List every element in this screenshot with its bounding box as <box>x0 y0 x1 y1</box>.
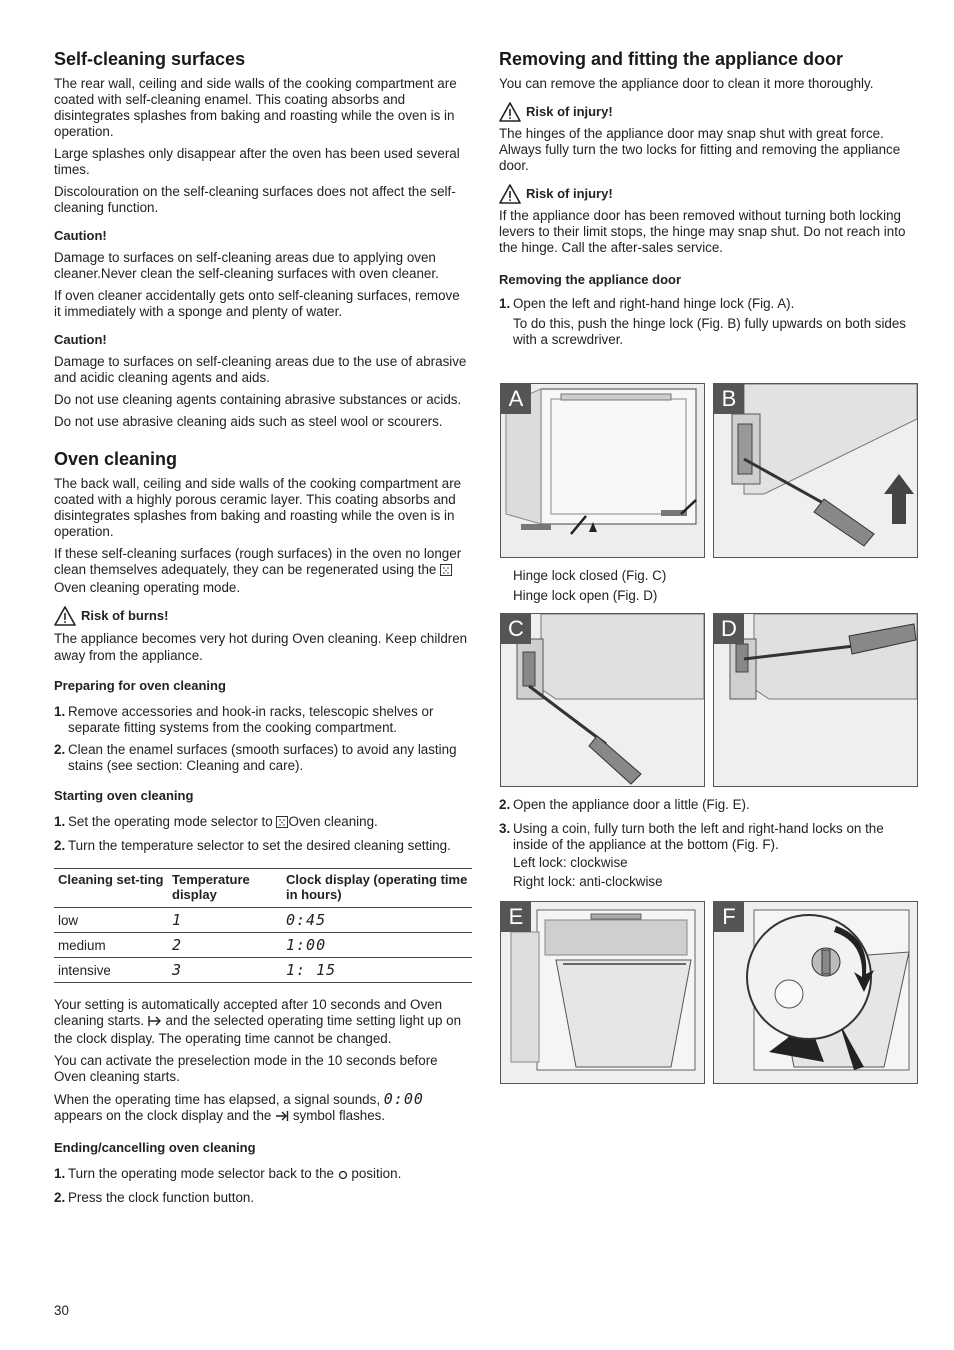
table-header: Temperature display <box>168 869 282 908</box>
figure-e <box>500 901 705 1084</box>
figure-f <box>713 901 918 1084</box>
figure-label: C <box>501 614 531 644</box>
injury2-text: If the appliance door has been removed without turning both locking levers to their limit stops, the hinge may snap shut. Do not reach into the hinge. Call the after-sales service. <box>499 208 906 255</box>
list-item: 1. Open the left and right-hand hinge lock (Fig. A). <box>499 296 795 311</box>
figure-b <box>713 383 918 558</box>
right-lock-text: Right lock: anti-clockwise <box>513 874 663 889</box>
starting-steps <box>54 814 470 854</box>
table-row <box>54 908 472 933</box>
list-item: 2. Press the clock function button. <box>54 1190 255 1205</box>
removing-heading: Removing the appliance door <box>499 272 682 287</box>
table-cell: 1 <box>168 908 282 933</box>
figure-label: E <box>501 902 531 932</box>
oven-cleaning-heading: Oven cleaning <box>54 449 178 469</box>
table-header: Clock display (operating time in hours) <box>282 869 472 908</box>
injury1-text: The hinges of the appliance door may snap shut with great force. Always fully turn the two locks for fitting and removing the appliance door. <box>499 126 901 173</box>
figure-d <box>713 613 918 787</box>
self-cleaning-p2: Large splashes only disappear after the oven has been used several times. <box>54 146 460 177</box>
figure-label: A <box>501 384 531 414</box>
table-cell: low <box>54 908 168 933</box>
list-item: 1. Remove accessories and hook-in racks, telescopic shelves or separate fitting systems from the cooking compartment. <box>54 704 434 735</box>
list-item: 2. Turn the temperature selector to set the desired cleaning setting. <box>54 838 451 853</box>
left-column <box>54 48 470 1212</box>
risk-of-injury: Risk of injury! <box>499 184 915 204</box>
after-text-1: Your setting is automatically accepted after 10 seconds and Oven cleaning starts. and the selected operating time setting light up on the clock display. The operating time cannot be changed. <box>54 997 462 1046</box>
left-lock-text: Left lock: clockwise <box>513 855 628 870</box>
figure-label: D <box>714 614 744 644</box>
table-row <box>54 933 472 958</box>
end-arrow-icon <box>275 1110 289 1126</box>
list-item: 1. Turn the operating mode selector back to the position. <box>54 1166 470 1184</box>
door-heading: Removing and fitting the appliance door <box>499 49 844 69</box>
right-column <box>499 48 915 354</box>
page-number: 30 <box>54 1303 69 1318</box>
hinge-closed-caption: Hinge lock closed (Fig. C) <box>513 568 667 583</box>
figure-a <box>500 383 705 558</box>
off-position-icon <box>338 1168 348 1184</box>
caution1-p1: Damage to surfaces on self-cleaning areas due to applying oven cleaner.Never clean the self-cleaning surfaces with oven cleaner. <box>54 250 439 281</box>
self-cleaning-p3: Discolouration on the self-cleaning surfaces does not affect the self-cleaning function. <box>54 184 456 215</box>
hinge-lock-open-illustration <box>714 614 917 786</box>
after-text-2: You can activate the preselection mode in the 10 seconds before Oven cleaning starts. <box>54 1053 438 1084</box>
table-cell: 1:00 <box>282 933 472 958</box>
warning-triangle-icon <box>54 606 76 626</box>
oven-cleaning-p1: The back wall, ceiling and side walls of the cooking compartment are coated with a highly porous ceramic layer. This coating absorbs and disintegrates splashes from baking and roasting while the oven is in operation. <box>54 476 462 539</box>
list-item: 2. Open the appliance door a little (Fig. E). <box>499 797 750 812</box>
ending-steps <box>54 1166 470 1206</box>
self-cleaning-heading: Self-cleaning surfaces <box>54 49 246 69</box>
caution1-p2: If oven cleaner accidentally gets onto self-cleaning surfaces, remove it immediately with a sponge and plenty of water. <box>54 288 460 319</box>
list-item: 2. Clean the enamel surfaces (smooth surfaces) to avoid any lasting stains (see section: Cleaning and care). <box>54 742 457 773</box>
hinge-lock-closed-illustration <box>501 614 704 786</box>
hinge-open-caption: Hinge lock open (Fig. D) <box>513 588 658 603</box>
preselection-arrow-icon <box>148 1015 162 1031</box>
list-item: 3. Using a coin, fully turn both the left and right-hand locks on the inside of the appliance at the bottom (Fig. F). <box>499 821 884 852</box>
table-row <box>54 958 472 983</box>
table-cell: medium <box>54 933 168 958</box>
oven-cleaning-p2: If these self-cleaning surfaces (rough surfaces) in the oven no longer clean themselves adequately, they can be regenerated using the Oven cleaning operating mode. <box>54 546 462 595</box>
after-text-3: When the operating time has elapsed, a signal sounds, 0:00 appears on the clock display and the symbol flashes. <box>54 1091 470 1126</box>
open-door-illustration <box>501 902 704 1083</box>
table-header: Cleaning set-ting <box>54 869 168 908</box>
figure-c <box>500 613 705 787</box>
starting-heading: Starting oven cleaning <box>54 788 194 803</box>
table-cell: intensive <box>54 958 168 983</box>
oven-cleaning-mode-icon <box>440 564 452 580</box>
burns-text: The appliance becomes very hot during Oven cleaning. Keep children away from the appliance. <box>54 631 468 663</box>
oven-cleaning-mode-icon <box>276 816 288 832</box>
table-cell: 0:45 <box>282 908 472 933</box>
preparing-steps <box>54 704 470 774</box>
removing-steps-continued <box>499 797 915 859</box>
warning-triangle-icon <box>499 102 521 122</box>
self-cleaning-p1: The rear wall, ceiling and side walls of the cooking compartment are coated with self-cleaning enamel. This coating absorbs and disintegrates splashes from baking and roasting while the oven is in operation. <box>54 76 457 139</box>
ending-heading: Ending/cancelling oven cleaning <box>54 1140 256 1155</box>
table-cell: 2 <box>168 933 282 958</box>
figure-label: F <box>714 902 744 932</box>
caution-label: Caution! <box>54 332 107 347</box>
table-header-row <box>54 869 472 908</box>
door-intro: You can remove the appliance door to clean it more thoroughly. <box>499 76 874 91</box>
preparing-heading: Preparing for oven cleaning <box>54 678 226 693</box>
step1-detail: To do this, push the hinge lock (Fig. B) fully upwards on both sides with a screwdriver. <box>513 316 907 347</box>
list-item: 1. Set the operating mode selector to Oven cleaning. <box>54 814 470 832</box>
coin-lock-illustration <box>714 902 917 1083</box>
figure-label: B <box>714 384 744 414</box>
screwdriver-hinge-illustration <box>714 384 917 557</box>
table-cell: 3 <box>168 958 282 983</box>
caution2-p2: Do not use cleaning agents containing abrasive substances or acids. <box>54 392 462 407</box>
table-cell: 1: 15 <box>282 958 472 983</box>
removing-steps <box>499 296 915 312</box>
risk-of-injury: Risk of injury! <box>499 102 915 122</box>
risk-of-burns: Risk of burns! <box>54 606 470 626</box>
caution2-p3: Do not use abrasive cleaning aids such as steel wool or scourers. <box>54 414 443 429</box>
warning-triangle-icon <box>499 184 521 204</box>
caution-label: Caution! <box>54 228 107 243</box>
cleaning-settings-table <box>54 868 472 983</box>
oven-door-hinge-illustration <box>501 384 704 557</box>
caution2-p1: Damage to surfaces on self-cleaning areas due to the use of abrasive and acidic cleaning agents and aids. <box>54 354 467 385</box>
